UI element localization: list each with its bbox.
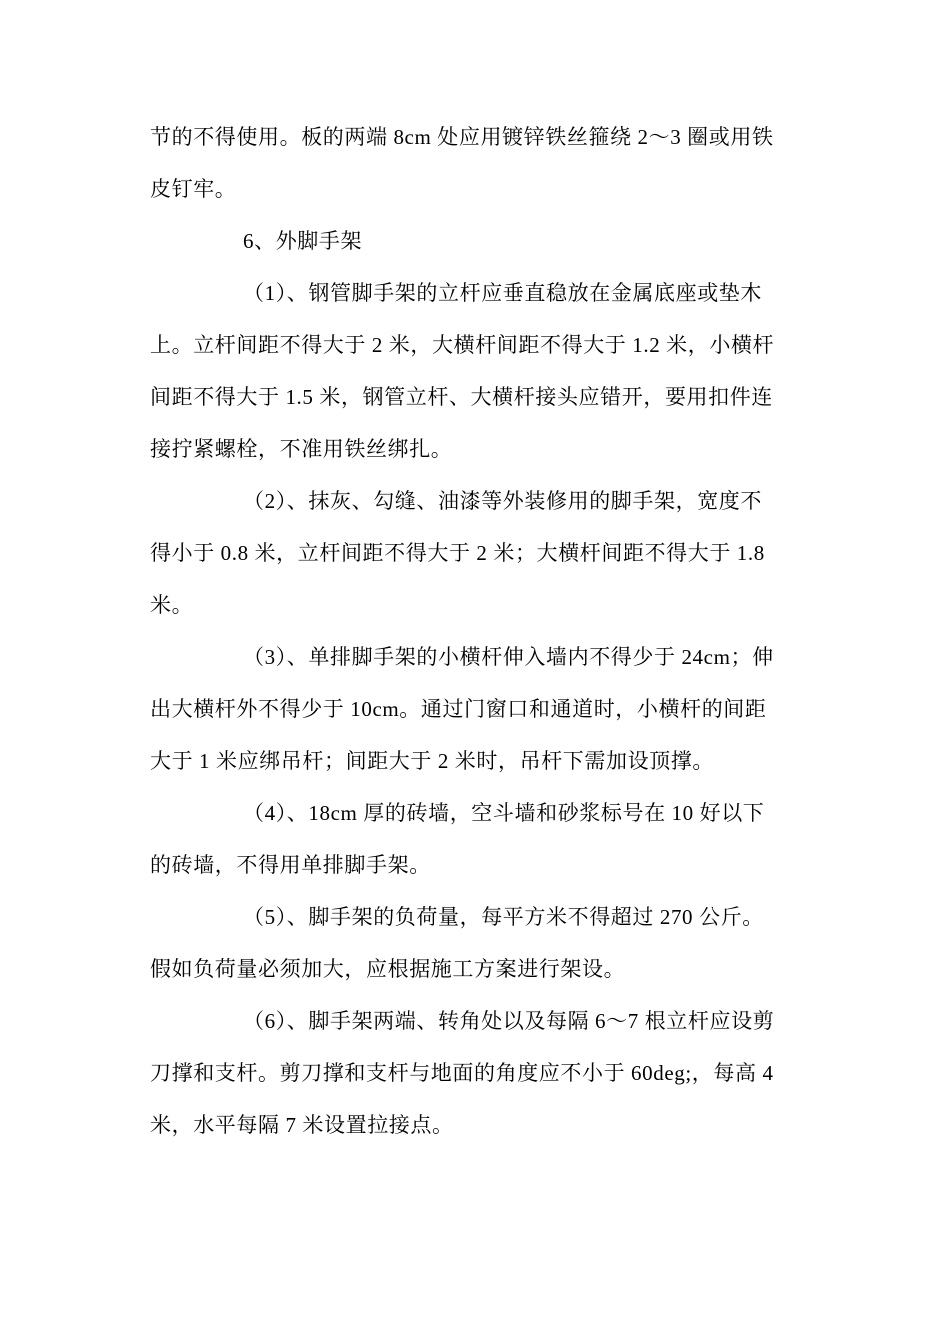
text-line-11: （3）、单排脚手架的小横杆伸入墙内不得少于 24cm；伸 <box>243 645 774 669</box>
text-line-20: 米，水平每隔 7 米设置拉接点。 <box>150 1113 454 1137</box>
text-line-18: （6）、脚手架两端、转角处以及每隔 6～7 根立杆应设剪 <box>243 1009 775 1033</box>
section-heading: 6、外脚手架 <box>243 229 363 253</box>
text-line-4: （1）、钢管脚手架的立杆应垂直稳放在金属底座或垫木 <box>243 281 762 305</box>
text-line-17: 假如负荷量必须加大，应根据施工方案进行架设。 <box>150 957 626 981</box>
text-line-9: 得小于 0.8 米，立杆间距不得大于 2 米；大横杆间距不得大于 1.8 <box>150 541 765 565</box>
text-line-8: （2）、抹灰、勾缝、油漆等外装修用的脚手架，宽度不 <box>243 489 762 513</box>
text-line-2: 皮钉牢。 <box>150 177 237 201</box>
text-line-15: 的砖墙，不得用单排脚手架。 <box>150 853 431 877</box>
text-line-19: 刀撑和支杆。剪刀撑和支杆与地面的角度应不小于 60deg;，每高 4 <box>150 1061 774 1085</box>
text-line-5: 上。立杆间距不得大于 2 米，大横杆间距不得大于 1.2 米，小横杆 <box>150 333 775 357</box>
text-line-10: 米。 <box>150 593 194 617</box>
text-line-16: （5）、脚手架的负荷量，每平方米不得超过 270 公斤。 <box>243 905 764 929</box>
text-line-1: 节的不得使用。板的两端 8cm 处应用镀锌铁丝箍绕 2～3 圈或用铁 <box>150 125 774 149</box>
text-line-7: 接拧紧螺栓，不准用铁丝绑扎。 <box>150 437 453 461</box>
text-line-14: （4）、18cm 厚的砖墙，空斗墙和砂浆标号在 10 好以下 <box>243 801 765 825</box>
text-line-6: 间距不得大于 1.5 米，钢管立杆、大横杆接头应错开，要用扣件连 <box>150 385 773 409</box>
text-line-12: 出大横杆外不得少于 10cm。通过门窗口和通道时，小横杆的间距 <box>150 697 767 721</box>
text-line-13: 大于 1 米应绑吊杆；间距大于 2 米时，吊杆下需加设顶撑。 <box>150 749 714 773</box>
